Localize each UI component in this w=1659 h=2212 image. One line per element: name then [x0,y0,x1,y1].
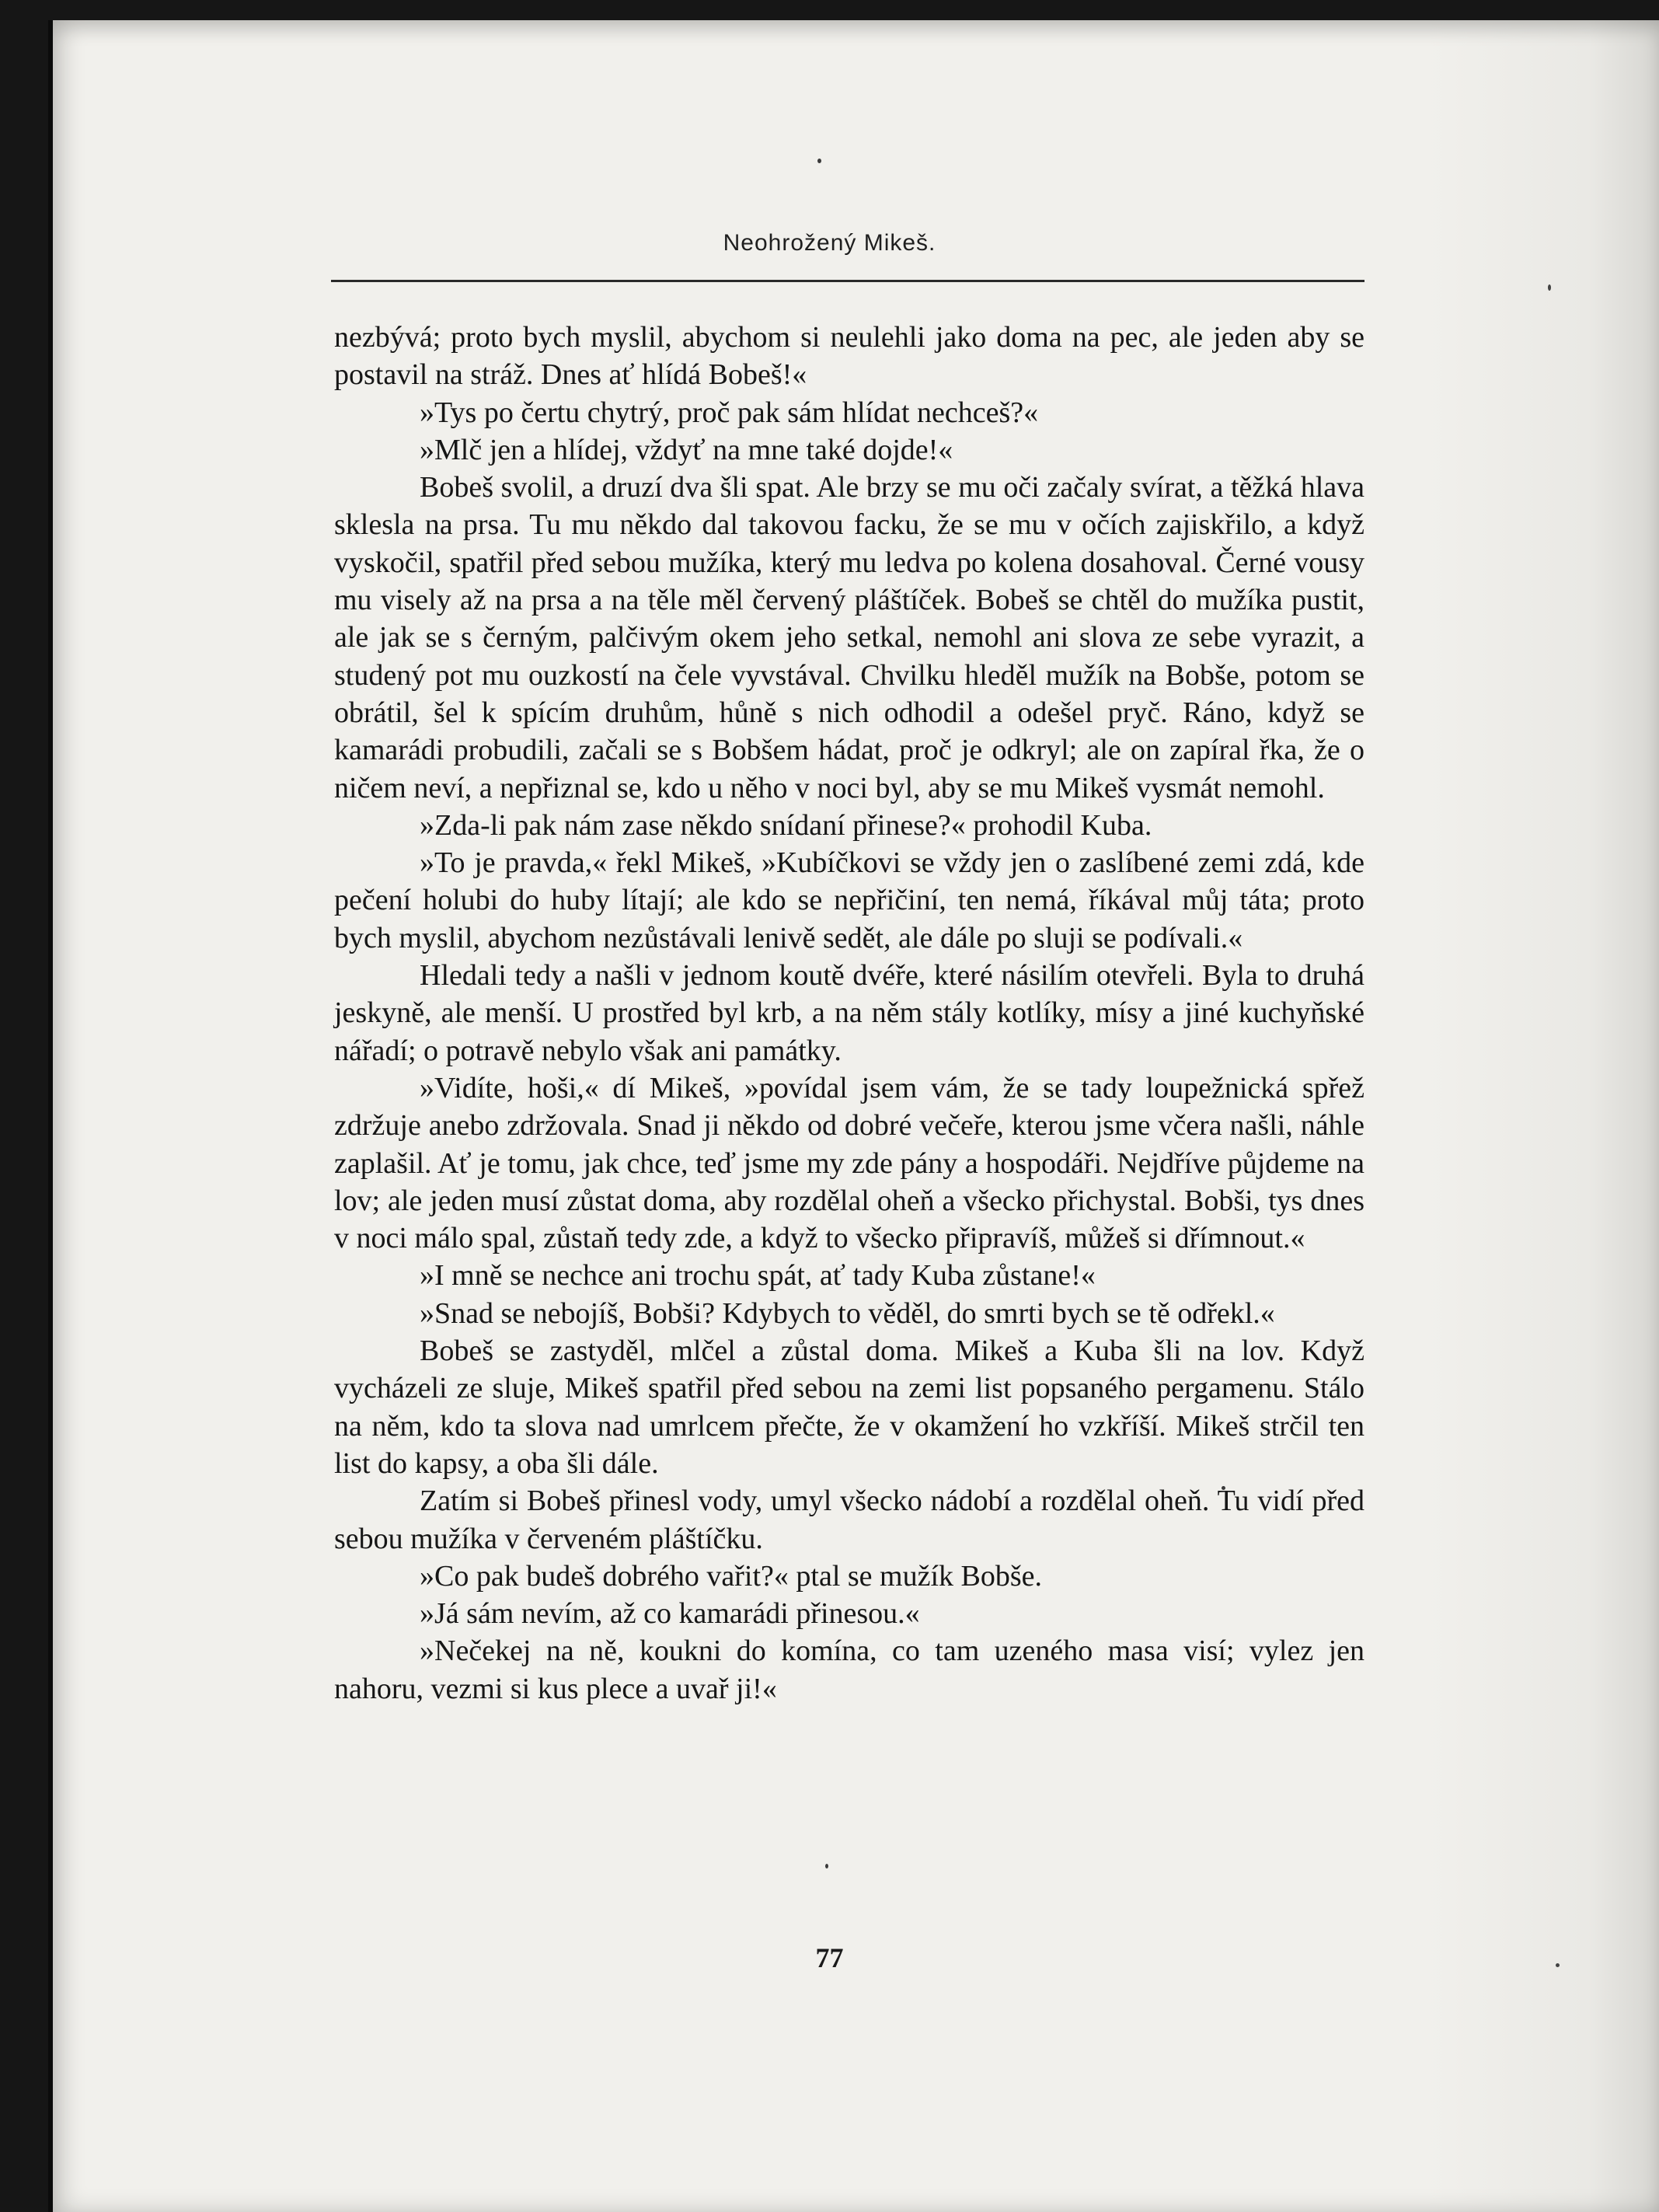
running-title: Neohrožený Mikeš. [723,230,936,256]
paragraph: »Mlč jen a hlídej, vždyť na mne také dojde!« [420,433,953,466]
paragraph: »Zda-li pak nám zase někdo snídaní přinese?« prohodil Kuba. [420,808,1152,842]
paragraph: »Nečekej na ně, koukni do komína, co tam uzeného masa visí; vylez jen nahoru, vezmi si kus plece a uvař ji!« [334,1635,1364,1705]
page-number: 77 [815,1942,844,1973]
paragraph: »Snad se nebojíš, Bobši? Kdybych to věděl, do smrti bych se tě odřekl.« [420,1296,1275,1330]
paragraph: »I mně se nechce ani trochu spát, ať tady Kuba zůstane!« [420,1259,1096,1293]
dust-speck [817,159,821,163]
paragraph: Bobeš svolil, a druzí dva šli spat. Ale brzy se mu oči začaly svírat, a těžká hlava sklesla na prsa. Tu mu někdo dal takovou facku, že se mu v očích zajiskřilo, a když vyskočil, spatřil před sebou mužíka, který mu ledva po kolena dosahoval. Černé vousy mu visely až na prsa a na těle měl červený pláštíček. Bobeš se chtěl do mužíka pustit, ale jak se s černým, palčivým okem jeho setkal, nemohl ani slova ze sebe vyrazit, a studený pot mu ouzkostí na čele vyvstával. Chvilku hleděl mužík na Bobše, potom se obrátil, šel k spícím druhům, hůně s nich odhodil a odešel pryč. Ráno, když se kamarádi probudili, začali se s Bobšem hádat, proč je odkryl; ale on zapíral řka, že o ničem neví, a nepřiznal se, kdo u něho v noci byl, aby se mu Mikeš vysmát nemohl. [334,471,1364,804]
paragraph: »To je pravda,« řekl Mikeš, »Kubíčkovi se vždy jen o zaslíbené zemi zdá, kde pečení holubi do huby lítají; ale kdo se nepřičiní, ten nemá, říkával můj táta; proto bych myslil, abychom nezůstávali lenivě sedět, ale dále po sluji se podívali.« [334,846,1364,954]
paragraph: »Co pak budeš dobrého vařit?« ptal se mužík Bobše. [420,1559,1043,1593]
paragraph: Zatím si Bobeš přinesl vody, umyl všecko nádobí a rozdělal oheň. Tu vidí před sebou mužíka v červeném pláštíčku. [334,1485,1364,1555]
body-text [334,319,1364,1708]
dust-speck [825,1864,828,1868]
paragraph: »Tys po čertu chytrý, proč pak sám hlídat nechceš?« [420,396,1039,429]
paragraph: Hledali tedy a našli v jednom koutě dvéře, které násilím otevřeli. Byla to druhá jeskyně, ale menší. U prostřed byl krb, a na něm stály kotlíky, mísy a jiné kuchyňské nářadí; o potravě nebylo však ani památky. [334,959,1364,1067]
paragraph: »Já sám nevím, až co kamarádi přinesou.« [420,1597,920,1631]
dust-speck [1548,284,1551,291]
page-spine-edge [48,20,53,2212]
header-rule [331,280,1364,282]
paragraph: Bobeš se zastyděl, mlčel a zůstal doma. Mikeš a Kuba šli na lov. Když vycházeli ze sluje, Mikeš spatřil před sebou na zemi list popsaného pergamenu. Stálo na něm, kdo ta slova nad umrlcem přečte, že v okamžení ho vzkříší. Mikeš strčil ten list do kapsy, a oba šli dále. [334,1335,1364,1480]
paragraph: »Vidíte, hoši,« dí Mikeš, »povídal jsem vám, že se tady loupežnická spřež zdržuje anebo zdržovala. Snad ji někdo od dobré večeře, kterou jsme včera našli, náhle zaplašil. Ať je tomu, jak chce, teď jsme my zde pány a hospodáři. Nejdříve půjdeme na lov; ale jeden musí zůstat doma, aby rozdělal oheň a všecko přichystal. Bobši, tys dnes v noci málo spal, zůstaň tedy zde, a když to všecko připravíš, můžeš si dřímnout.« [334,1071,1364,1255]
paragraph: nezbývá; proto bych myslil, abychom si neulehli jako doma na pec, ale jeden aby se postavil na stráž. Dnes ať hlídá Bobeš!« [334,321,1364,392]
